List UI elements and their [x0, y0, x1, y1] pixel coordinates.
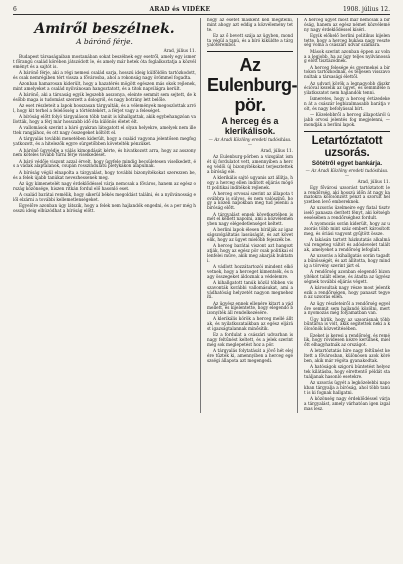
page-columns	[13, 18, 390, 413]
paragraph: Az ügy részleteiről a rendőrség egyelőre semmit sem hajlandó közölni, mert a nyomozás még folyamatban van.	[304, 300, 390, 316]
paragraph: A herceg felesége és gyermekei a birtokon tartózkodnak, és teljesen visszavonultak a társasági élettől.	[304, 64, 390, 80]
paragraph: Az uzsorás üzelmeire egy fiatal tisztviselő panasza derített fényt, aki kétségbeesésében a rendőrséghez fordult.	[304, 205, 390, 221]
paragraph: Úgy hírlik, hogy az uzsorásnak több bűntársa is volt, akik segítettek neki a kölcsönök közvetítésében.	[304, 316, 390, 332]
divider	[304, 131, 390, 132]
article-byline: — Az Aradi Közlöny eredeti tudósítása. —	[208, 137, 292, 148]
paragraph: Az udvari körök a legnagyobb diszkrécióval kezelik az ügyet, és semmiféle nyilatkozatot nem hajlandók tenni.	[304, 80, 390, 96]
paragraph: A bíróság végül elnapolta a tárgyalást, hogy további bizonyítékokat szerezzen be, és a felek újabb tanúkat nevezhessenek meg.	[13, 169, 196, 180]
left-dateline: Arad, július 11.	[163, 48, 196, 53]
right-columns	[207, 18, 390, 413]
notice-subhead: Sötétről egyet bankárja.	[311, 159, 383, 167]
paragraph: A bíróság előtt folyó tárgyaláson több tanút is kihallgattak, akik egybehangzóan vallották, hogy a férj már hosszabb idő óta különös életet élt.	[13, 114, 196, 125]
right-area	[207, 18, 390, 413]
section-subtitle: A bárónő férje.	[76, 37, 133, 46]
paragraph: Ezeket is keresi a rendőrség, és remélik, hogy rövidesen kézre kerülnek, mielőtt elhagyhatnák az országot.	[304, 332, 390, 348]
article-headline: Az Eulenburg-pör.	[207, 55, 297, 116]
paragraph: A letartóztatás híre nagy feltűnést keltett a fővárosban, különösen azok körében, akik már régóta gyanakodtak.	[304, 348, 390, 364]
paragraph: Egyik előkelő berlini politikus kijelentette, hogy a herceg bukása nagy veszteség volna a császári udvar számára.	[304, 32, 390, 48]
paragraph: A herceg ügyét most már nemcsak a bíróság, hanem az egész német közvélemény nagy érdeklődéssel kíséri.	[304, 18, 390, 32]
left-column	[13, 18, 201, 413]
notice-dateline: Arad, július 11.	[357, 178, 390, 184]
notice-body	[304, 186, 390, 412]
paragraph: Azonban hamarosan kiderült, hogy a hazatérés mögött egészen más okok rejlenek, mint amelyeket a család nyilvánosan hangoztatott, és a titok napvilágra került.	[13, 80, 196, 91]
continued-article-body	[304, 18, 390, 128]
paper-name: ARAD és VIDÉKE	[149, 6, 211, 13]
paragraph: Mások szerint azonban éppen az volna a legjobb, ha az ügy teljes nyilvánosság előtt tisztázódnék.	[304, 48, 390, 64]
page-header	[13, 6, 390, 15]
paragraph: A bárónő férje, aki a régi nemesi család sarja, hosszú ideig külföldön tartózkodott, és csak nemrégiben tért vissza a fővárosba, ahol a rokonság nagy örömmel fogadta.	[13, 69, 196, 80]
right-column	[304, 18, 390, 413]
paragraph: A közönség nagy érdeklődéssel várja a tárgyalást, amely várhatóan igen izgalmas lesz.	[304, 396, 390, 411]
paragraph: A károsultak nagy része most jelentkezik a rendőrségen, hogy panaszt tegyen az uzsorás ellen.	[304, 284, 390, 300]
paragraph: Ismeretes, hogy a herceg évtizedeken át a császár legbizalmasabb barátja volt, és nagy befolyással bírt.	[304, 96, 390, 112]
divider	[207, 51, 293, 52]
paragraph: A rendőrség azonban elegendő bizonyítékot talált ellene, és átadta az ügyészségnek további eljárás végett.	[304, 268, 390, 284]
notice-byline: — Az Aradi Közlöny eredeti tudósítása. —	[305, 167, 389, 178]
paragraph: A bárónő, aki a társaság egyik legszebb asszonya, eleinte semmit sem sejtett, de később maga is tudomást szerzett a dologról, és nagy botrány lett belőle.	[13, 92, 196, 102]
paragraph: A klerikális sajtó ugyanis azt állítja, hogy a herceg ellen indított eljárás mögött politikai indítékok rejlenek.	[207, 174, 293, 190]
paragraph: A herceg barátai viszont azt hangoztatják, hogy az egész pör csak politikai ellenfelei műve, akik meg akarják buktatni.	[207, 243, 293, 263]
paragraph: A család barátai remélik, hogy sikerül békés megoldást találni, és a nyilvánosság elől elzárni a további kellemetlenségeket.	[13, 191, 196, 202]
paragraph: A bárónő ügyvédje a válás kimondását kérte, és hivatkozott arra, hogy az asszony nem köteles tovább tűrni férje viselkedését.	[13, 147, 196, 158]
paragraph: Az uzsorás a kihallgatás során tagadta bűnösségét, és azt állította, hogy mindig a törvény szerint járt el.	[304, 253, 390, 268]
paragraph: A nyomozás során kiderült, hogy az uzsorás több mint száz embert károsított meg, és óriási vagyont gyűjtött össze.	[304, 221, 390, 236]
paragraph: A vádlott hozzátartozói mindent elkövetnek, hogy a herceget kimentsék, és nagy összegeket áldoznak a védelemre.	[207, 264, 293, 279]
paragraph: A tárgyalást ennek következtében ismét el kellett napolni, ami a közvéleményben nagy elégedetlenséget keltett.	[207, 211, 293, 227]
paragraph: Az Eulenburg-pörben a vizsgálat ismét új fordulatot vett, amennyiben a herceg védői új bizonyítékokat terjesztettek a bíróság elé.	[207, 154, 293, 174]
paragraph: Az ügyész ennek ellenére kitart a vád mellett, és kijelentette, hogy elegendő bizonyíték áll rendelkezésére.	[207, 300, 293, 316]
paragraph: Budapest társaságaiban mostanában sokat beszélnek egy esetről, amely egy ismert főrangú család körében játszódott le, és amely már hetek óta foglalkoztatja a közvéleményt és a sajtót is.	[13, 54, 196, 69]
paragraph: Ez a fordulat a császári udvarban is nagy feltűnést keltett, és a jelek szerint még sok meglepetést hoz a pör.	[207, 332, 293, 347]
middle-column	[207, 18, 298, 413]
paragraph: A hatóságok szigorú büntetést helyeztek kilátásba, hogy elrettentő példát statuáljanak hasonló esetekre.	[304, 364, 390, 379]
paragraph: — Közelebbről a herceg állapotáról újabb orvosi jelentés fog megjelenni, — mondják a berlini lapok.	[304, 112, 390, 127]
section-title: Amiről beszélnek.	[34, 21, 175, 37]
paragraph: A lakásán tartott házkutatás alkalmával rengeteg váltót és adóslevelet találtak, amelyeket a rendőrség lefoglalt.	[304, 237, 390, 252]
paragraph: A vallomások szerint a báró gyakran látogatott el olyan helyekre, amelyek nem illettek rangjához, és ott nagy összegeket költött el.	[13, 125, 196, 136]
paragraph: hogy az esetet másként kell megítélni, mint ahogy azt eddig a közvélemény tette.	[207, 18, 293, 32]
article-subhead: A herceg és a klerikálisok.	[221, 116, 279, 137]
paragraph: Egyelőre azonban úgy látszik, hogy a felek nem hajlandók engedni, és a per még hosszú ideig elhúzódhat a bíróság előtt.	[13, 203, 196, 213]
paragraph: A tárgyalás további menetében kiderült, hogy a család vagyona jelentősen megfogyatkozott, és a hitelezők egyre sürgetőbben követelték pénzüket.	[13, 136, 196, 147]
paragraph: Az ügy kimenetelét nagy érdeklődéssel várja nemcsak a főváros, hanem az egész ország közönsége, hiszen ritkán fordul elő hasonló eset.	[13, 180, 196, 191]
paragraph: A herceg orvosai szerint az állapota továbbra is súlyos, és nem valószínű, hogy a közeli napokban meg tud jelenni a bíróság előtt.	[207, 190, 293, 211]
left-article-body	[13, 55, 196, 214]
paragraph: A tárgyalás folytatását a jövő hét elejére tűzték ki, amennyiben a herceg egészségi állapota azt megengedi.	[207, 348, 293, 363]
page-number: 6	[13, 6, 17, 13]
article-dateline: Arad, július 11.	[260, 148, 293, 154]
paragraph: A klerikális körök a herceg mellé álltak, és nyilatkozataikban az egész eljárást igazságtalannak minősítik.	[207, 316, 293, 332]
paragraph: A báró védője viszont azzal érvelt, hogy ügyfele mindig becsületesen viselkedett, és a vádak alaptalanok, csupán rosszindulatú pletykákon alapulnak.	[13, 158, 196, 169]
paragraph: Ez az ő bevett szája az ügyben, mondta végül a tanú, és a bíró kiküldte a tárgyalóteremből.	[207, 32, 293, 48]
notice-headline: Letartóztatott uzsorás.	[311, 134, 383, 159]
paragraph: Egy fővárosi uzsorást tartóztatott le a rendőrség, aki hosszú időn át nagy kamatokra kölcsönzött pénzt a szorult helyzetben levő embereknek.	[304, 184, 390, 205]
paragraph: A kihallgatott tanúk közül többen visszavonták korábbi vallomásukat, ami a vádhatóság helyzetét nagyon megnehezíti.	[207, 279, 293, 300]
paragraph: Az uzsorás ügyét a legközelebbi napokban tárgyalja a bíróság, ahol több tanút is ki fognak hallgatni.	[304, 380, 390, 395]
paragraph: Az eset részleteit a lapok hosszasan tárgyalták, és a vélemények megoszlottak arról, hogy kit terhel a felelősség a történtekért, a férjet vagy a feleséget.	[13, 103, 196, 113]
paragraph: A berlini lapok élesen bírálják az igazságszolgáltatás lassúságát, és azt követelik, hogy az ügyet mielőbb fejezzék be.	[207, 227, 293, 243]
article-body	[207, 155, 293, 363]
issue-date: 1908. július 12.	[342, 6, 390, 13]
